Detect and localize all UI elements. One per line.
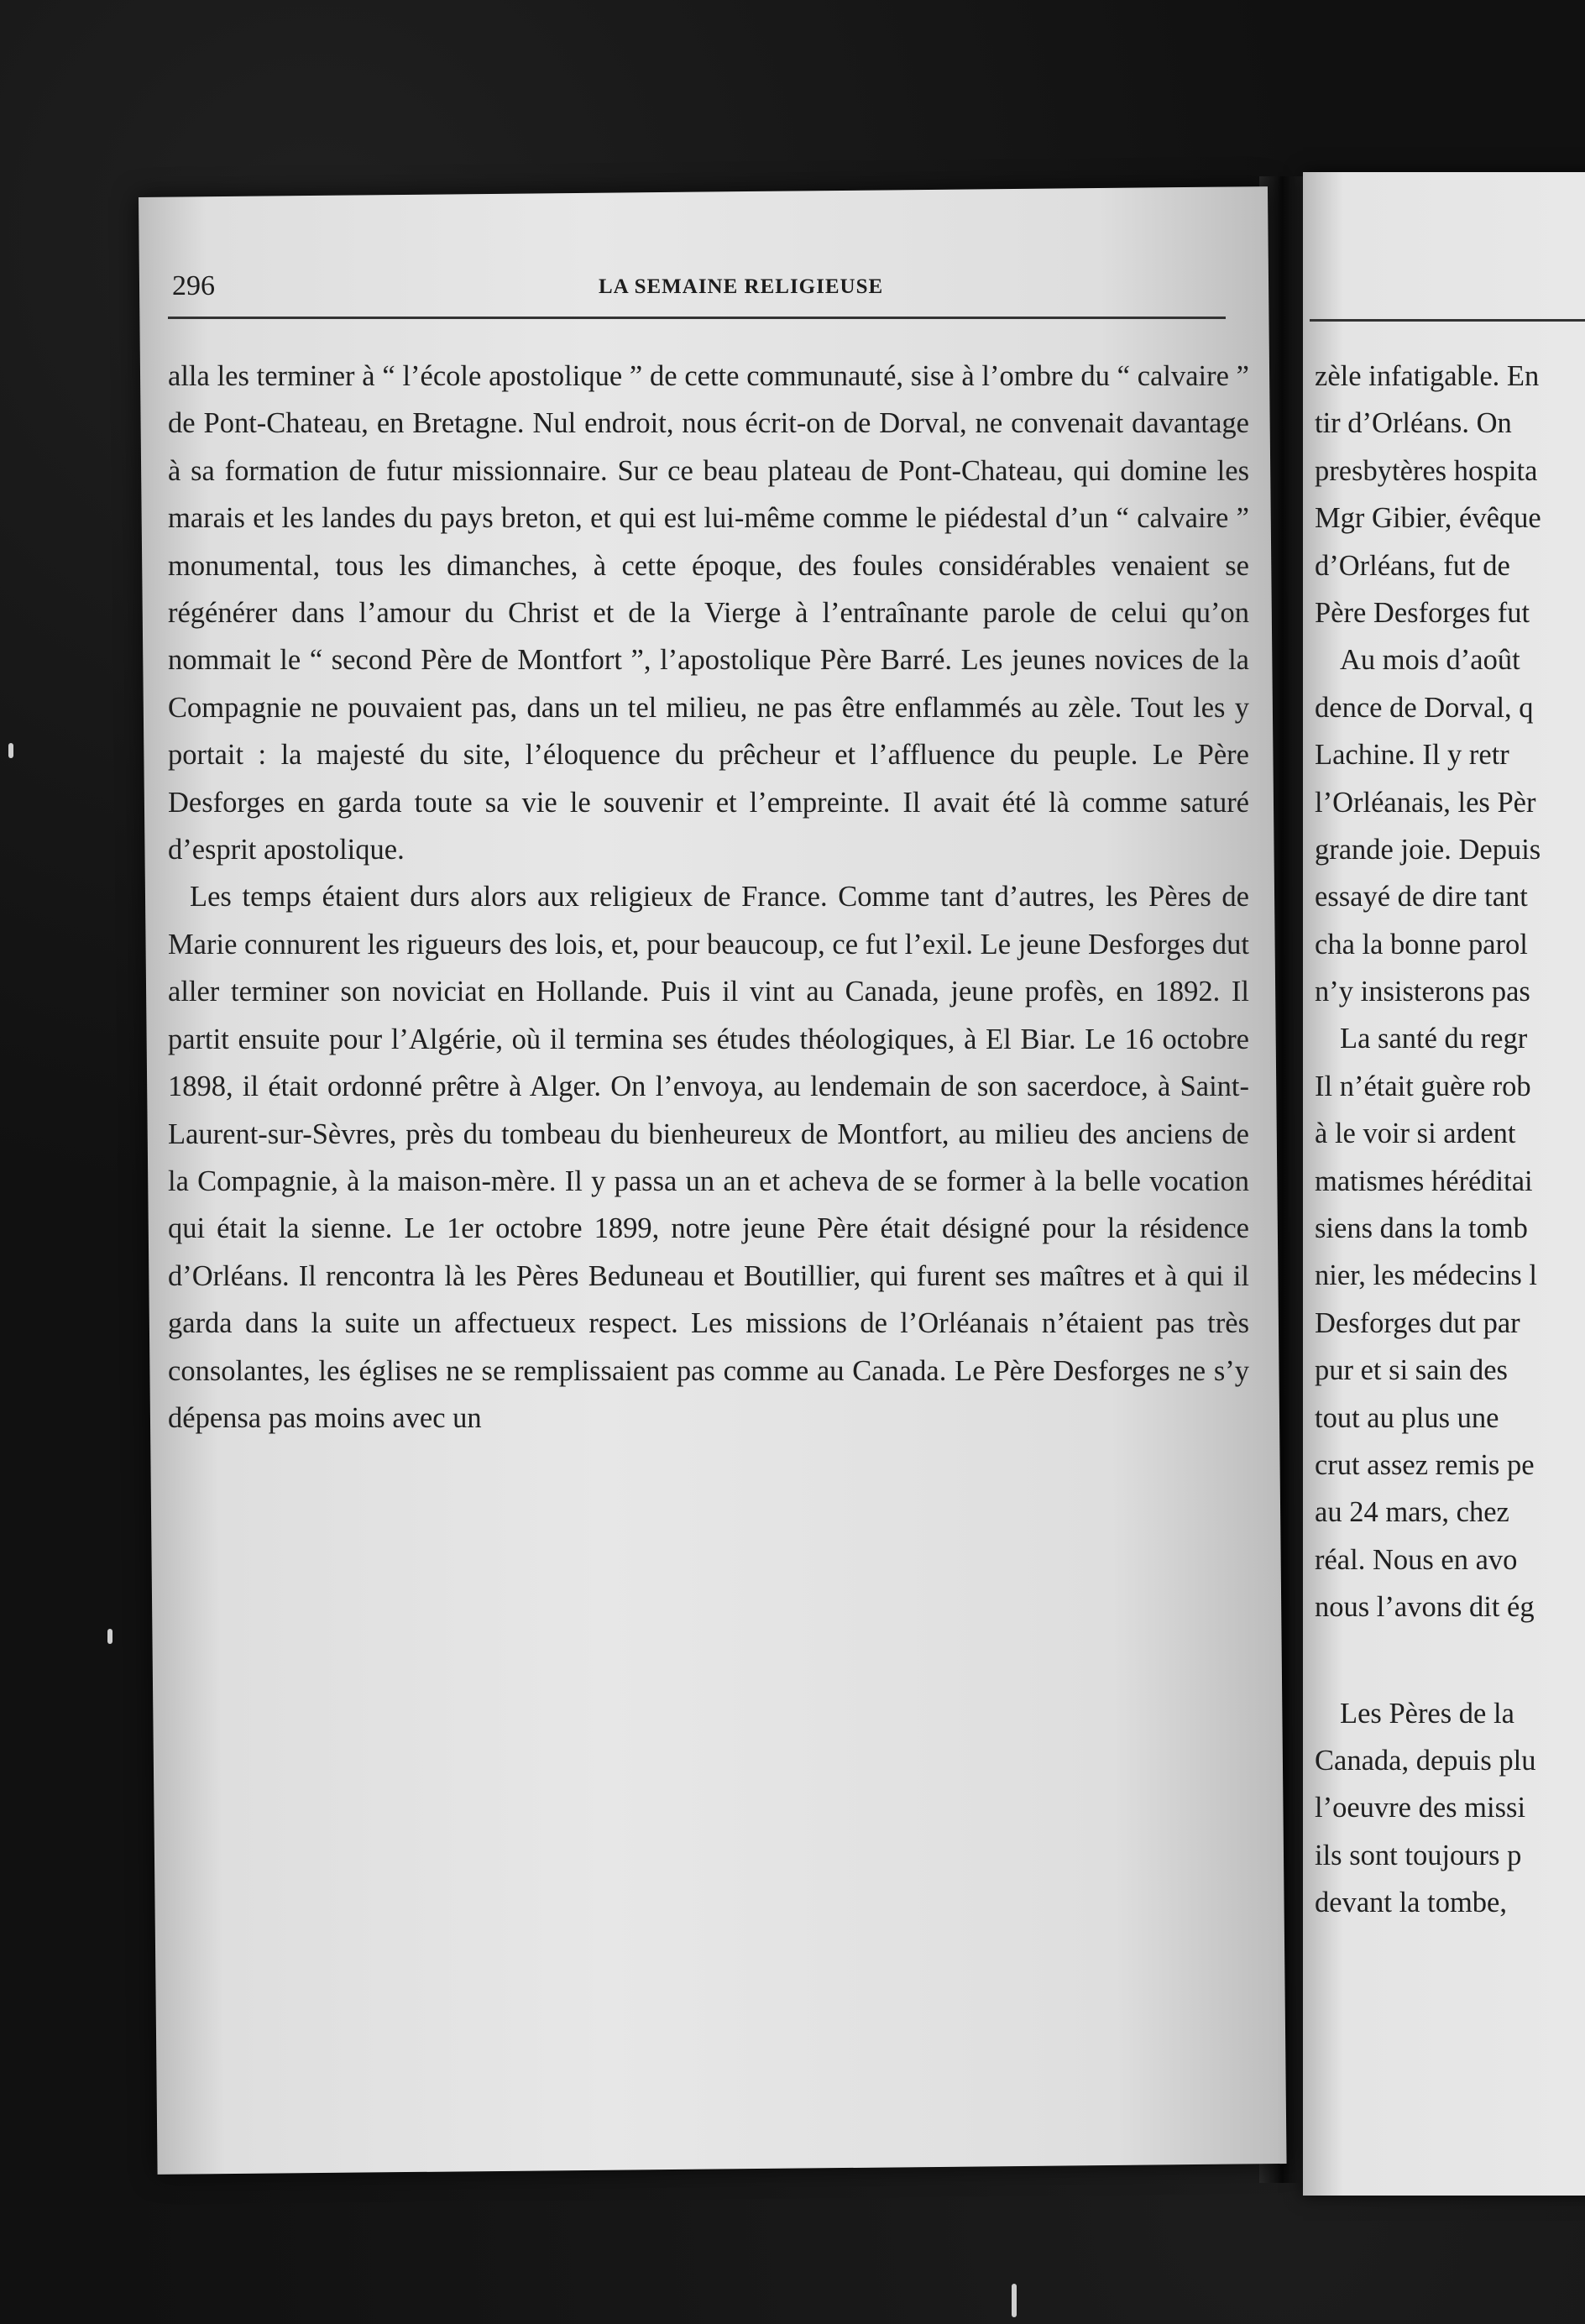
right-line: siens dans la tomb: [1315, 1212, 1528, 1245]
right-line: l’Orléanais, les Pèr: [1315, 786, 1536, 819]
right-line: réal. Nous en avo: [1315, 1543, 1518, 1576]
right-line: nous l’avons dit ég: [1315, 1591, 1535, 1624]
right-line: tir d’Orléans. On: [1315, 407, 1512, 440]
right-line: nier, les médecins l: [1315, 1259, 1537, 1292]
right-line: essayé de dire tant: [1315, 881, 1528, 913]
left-page-body: [168, 353, 1249, 1442]
page-header-title: LA SEMAINE RELIGIEUSE: [599, 275, 884, 298]
right-line: n’y insisterons pas: [1315, 976, 1530, 1008]
right-line: La santé du regr: [1340, 1023, 1528, 1055]
right-line: devant la tombe,: [1315, 1887, 1507, 1919]
right-line: zèle infatigable. En: [1315, 360, 1540, 392]
right-line: cha la bonne parol: [1315, 928, 1528, 960]
right-line: Père Desforges fut: [1315, 596, 1530, 629]
paragraph-1: alla les terminer à “ l’école apostolique ” de cette communauté, sise à l’ombre du “ calvaire ” de Pont-Chateau, en Bretagne. Nul endroit, nous écrit-on de Dorval, ne convenait davantage à sa formation de futur missionnaire. Sur ce beau plateau de Pont-Chateau, qui domine les marais et les landes du pays breton, et qui est lui-même comme le piédestal d’un “ calvaire ” monumental, tous les dimanches, à cette époque, des foules considérables venaient se régénérer dans l’amour du Christ et de la Vierge à l’entraînante parole de celui qu’on nommait le “ second Père de Montfort ”, l’apostolique Père Barré. Les jeunes novices de la Compagnie ne pouvaient pas, dans un tel milieu, ne pas être enflammés au zèle. Tout les y portait : la majesté du site, l’éloquence du prêcheur et l’affluence du peuple. Le Père Desforges en garda toute sa vie le souvenir et l’empreinte. Il avait été là comme saturé d’esprit apostolique.: [168, 360, 1249, 866]
header-rule: [168, 317, 1226, 319]
right-line: Les Pères de la: [1340, 1697, 1514, 1730]
dust-speck: [107, 1629, 112, 1644]
right-line: Mgr Gibier, évêque: [1315, 502, 1541, 535]
dust-speck: [8, 743, 13, 758]
dust-speck: [1012, 2284, 1017, 2317]
paragraph-2: Les temps étaient durs alors aux religieux de France. Comme tant d’autres, les Pères de Marie connurent les rigueurs des lois, et, pour beaucoup, ce fut l’exil. Le jeune Desforges dut aller terminer son noviciat en Hollande. Puis il vint au Canada, jeune profès, en 1892. Il partit ensuite pour l’Algérie, où il termina ses études théologiques, à El Biar. Le 16 octobre 1898, il était ordonné prêtre à Alger. On l’envoya, au lendemain de son sacerdoce, à Saint-Laurent-sur-Sèvres, près du tombeau du bienheureux de Montfort, au milieu des anciens de la Compagnie, à la maison-mère. Il y passa un an et acheva de se former à la belle vocation qui était la sienne. Le 1er octobre 1899, notre jeune Père était désigné pour la résidence d’Orléans. Il rencontra là les Pères Beduneau et Boutillier, qui furent ses maîtres et à qui il garda dans la suite un affectueux respect. Les missions de l’Orléanais n’étaient pas très consolantes, les églises ne se remplissaient pas comme au Canada. Le Père Desforges ne s’y dépensa pas moins avec un: [168, 881, 1249, 1434]
right-line: à le voir si ardent: [1315, 1118, 1516, 1150]
right-line: Il n’était guère rob: [1315, 1070, 1531, 1102]
right-line: Desforges dut par: [1315, 1306, 1520, 1339]
right-line: crut assez remis pe: [1315, 1448, 1535, 1481]
right-header-rule: [1310, 319, 1585, 322]
right-line: tout au plus une: [1315, 1401, 1499, 1434]
right-line: grande joie. Depuis: [1315, 833, 1541, 866]
running-head: [172, 270, 1226, 321]
right-line: Lachine. Il y retr: [1315, 739, 1509, 772]
right-line: Au mois d’août: [1340, 644, 1520, 677]
page-number: 296: [172, 270, 215, 301]
right-line: dence de Dorval, q: [1315, 691, 1534, 724]
right-line: d’Orléans, fut de: [1315, 549, 1510, 582]
right-line: au 24 mars, chez: [1315, 1496, 1509, 1529]
section-gap: [1315, 1631, 1585, 1690]
right-line: pur et si sain des: [1315, 1354, 1508, 1387]
right-line: presbytères hospita: [1315, 454, 1538, 487]
right-line: matismes héréditai: [1315, 1165, 1533, 1197]
right-line: Canada, depuis plu: [1315, 1744, 1536, 1777]
right-line: ils sont toujours p: [1315, 1839, 1522, 1871]
right-line: l’oeuvre des missi: [1315, 1792, 1526, 1824]
right-page-body: [1315, 353, 1585, 1927]
